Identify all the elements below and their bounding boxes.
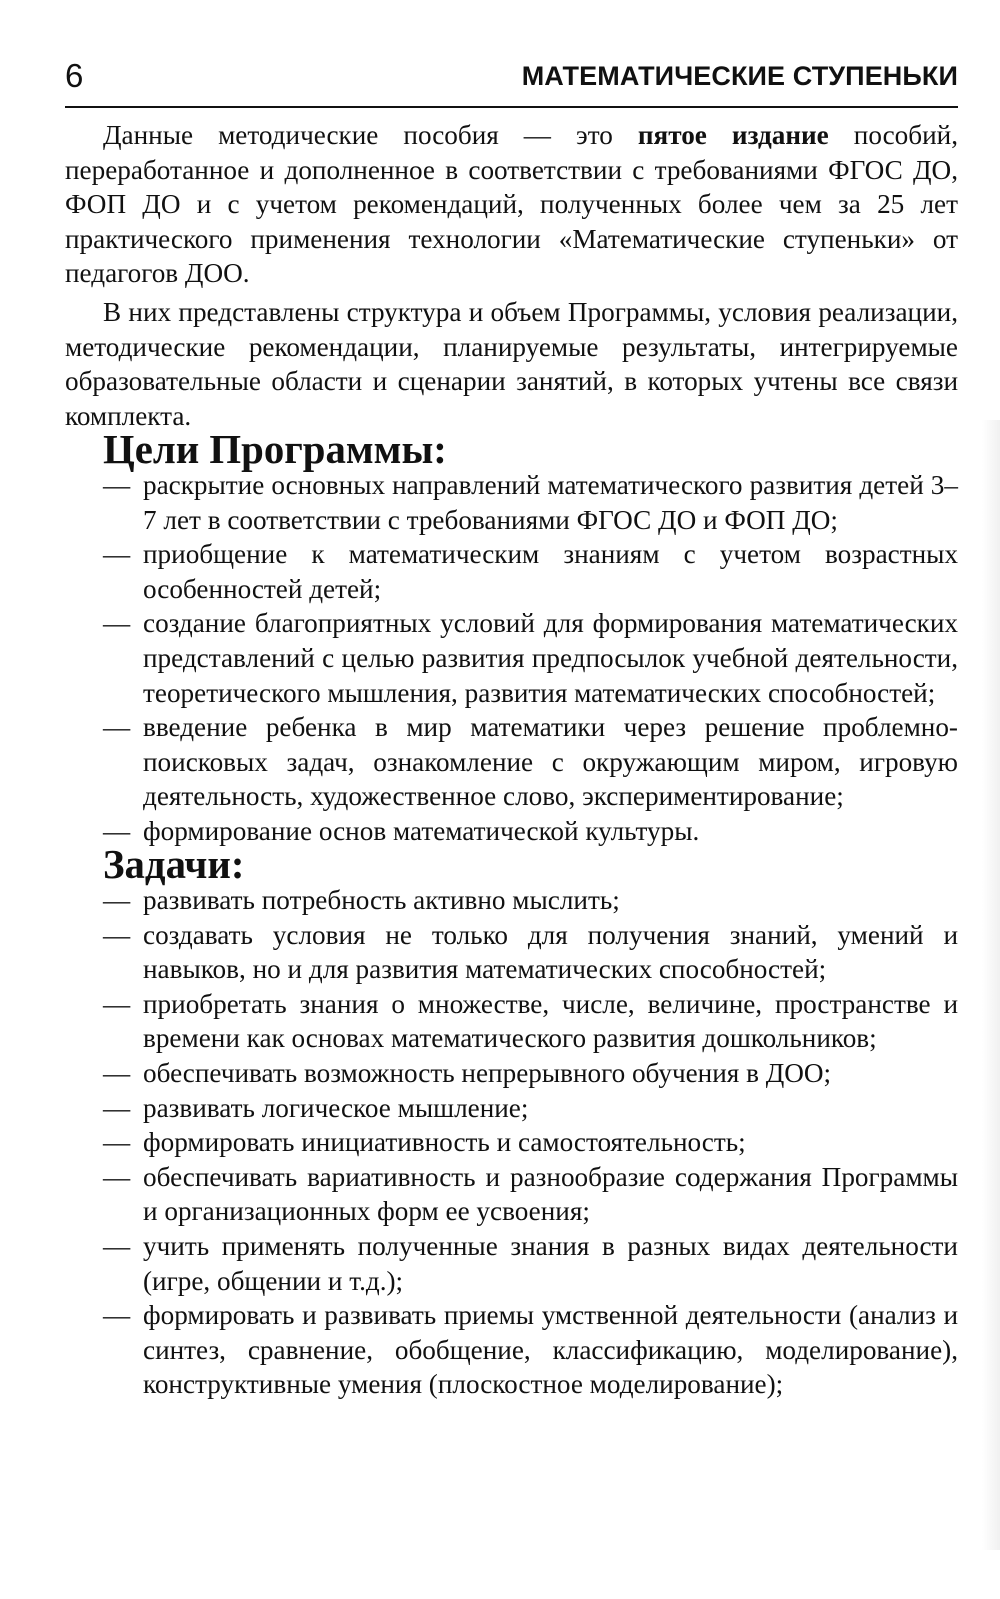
tasks-heading: Задачи: xyxy=(103,842,245,888)
task-item: — формировать и развивать приемы умственной деятельности (анализ и синтез, сравнение, обобщение, классификацию, моделирование), конструктивные умения (плоскостное моделирование); xyxy=(65,1298,958,1402)
page-content xyxy=(65,118,958,1402)
task-item: — приобретать знания о множестве, числе, величине, пространстве и времени как основах математического развития дошкольников; xyxy=(65,987,958,1056)
page-spine-shadow xyxy=(982,420,1000,1550)
goal-item: — формирование основ математической культуры. xyxy=(65,814,958,849)
goal-item: — раскрытие основных направлений математического развития детей 3–7 лет в соответствии с требованиями ФГОС ДО и ФОП ДО; xyxy=(65,468,958,537)
intro-text-before-bold: Данные методические пособия — это xyxy=(103,120,638,150)
intro-paragraph-2: В них представлены структура и объем Программы, условия реализации, методические рекомендации, планируемые результаты, интегрируемые образовательные области и сценарии занятий, в которых учтены все связи комплекта. xyxy=(65,296,958,431)
fifth-edition-emphasis: пятое издание xyxy=(637,120,829,150)
task-item: — обеспечивать возможность непрерывного обучения в ДОО; xyxy=(65,1056,958,1091)
task-item: — создавать условия не только для получения знаний, умений и навыков, но и для развития математических способностей; xyxy=(65,918,958,987)
intro-paragraph-1 xyxy=(65,118,958,291)
task-item: — развивать потребность активно мыслить; xyxy=(65,883,958,918)
goal-item: — приобщение к математическим знаниям с учетом возрастных особенностей детей; xyxy=(65,537,958,606)
goals-heading: Цели Программы: xyxy=(103,427,447,473)
task-item: — учить применять полученные знания в разных видах деятельности (игре, общении и т.д.); xyxy=(65,1229,958,1298)
task-item: — формировать инициативность и самостоятельность; xyxy=(65,1125,958,1160)
running-title: МАТЕМАТИЧЕСКИЕ СТУПЕНЬКИ xyxy=(521,61,958,91)
task-item: — обеспечивать вариативность и разнообразие содержания Программы и организационных форм ее усвоения; xyxy=(65,1160,958,1229)
goal-item: — создание благоприятных условий для формирования математических представлений с целью развития предпосылок учебной деятельности, теоретического мышления, развития математических способностей; xyxy=(65,606,958,710)
page-number: 6 xyxy=(65,57,84,94)
goal-item: — введение ребенка в мир математики через решение проблемно-поисковых задач, ознакомление с окружающим миром, игровую деятельность, художественное слово, экспериментирование; xyxy=(65,710,958,814)
task-item: — развивать логическое мышление; xyxy=(65,1091,958,1126)
tasks-list xyxy=(65,883,958,1402)
page-header xyxy=(65,52,958,108)
goals-list xyxy=(65,468,958,849)
intro-text-after-bold: пособий, переработанное и дополненное в соответствии с требованиями ФГОС ДО, ФОП ДО и с учетом рекомендаций, полученных более чем за 25 лет практического применения технологии «Математические ступеньки» от педагогов ДОО. xyxy=(65,120,958,289)
